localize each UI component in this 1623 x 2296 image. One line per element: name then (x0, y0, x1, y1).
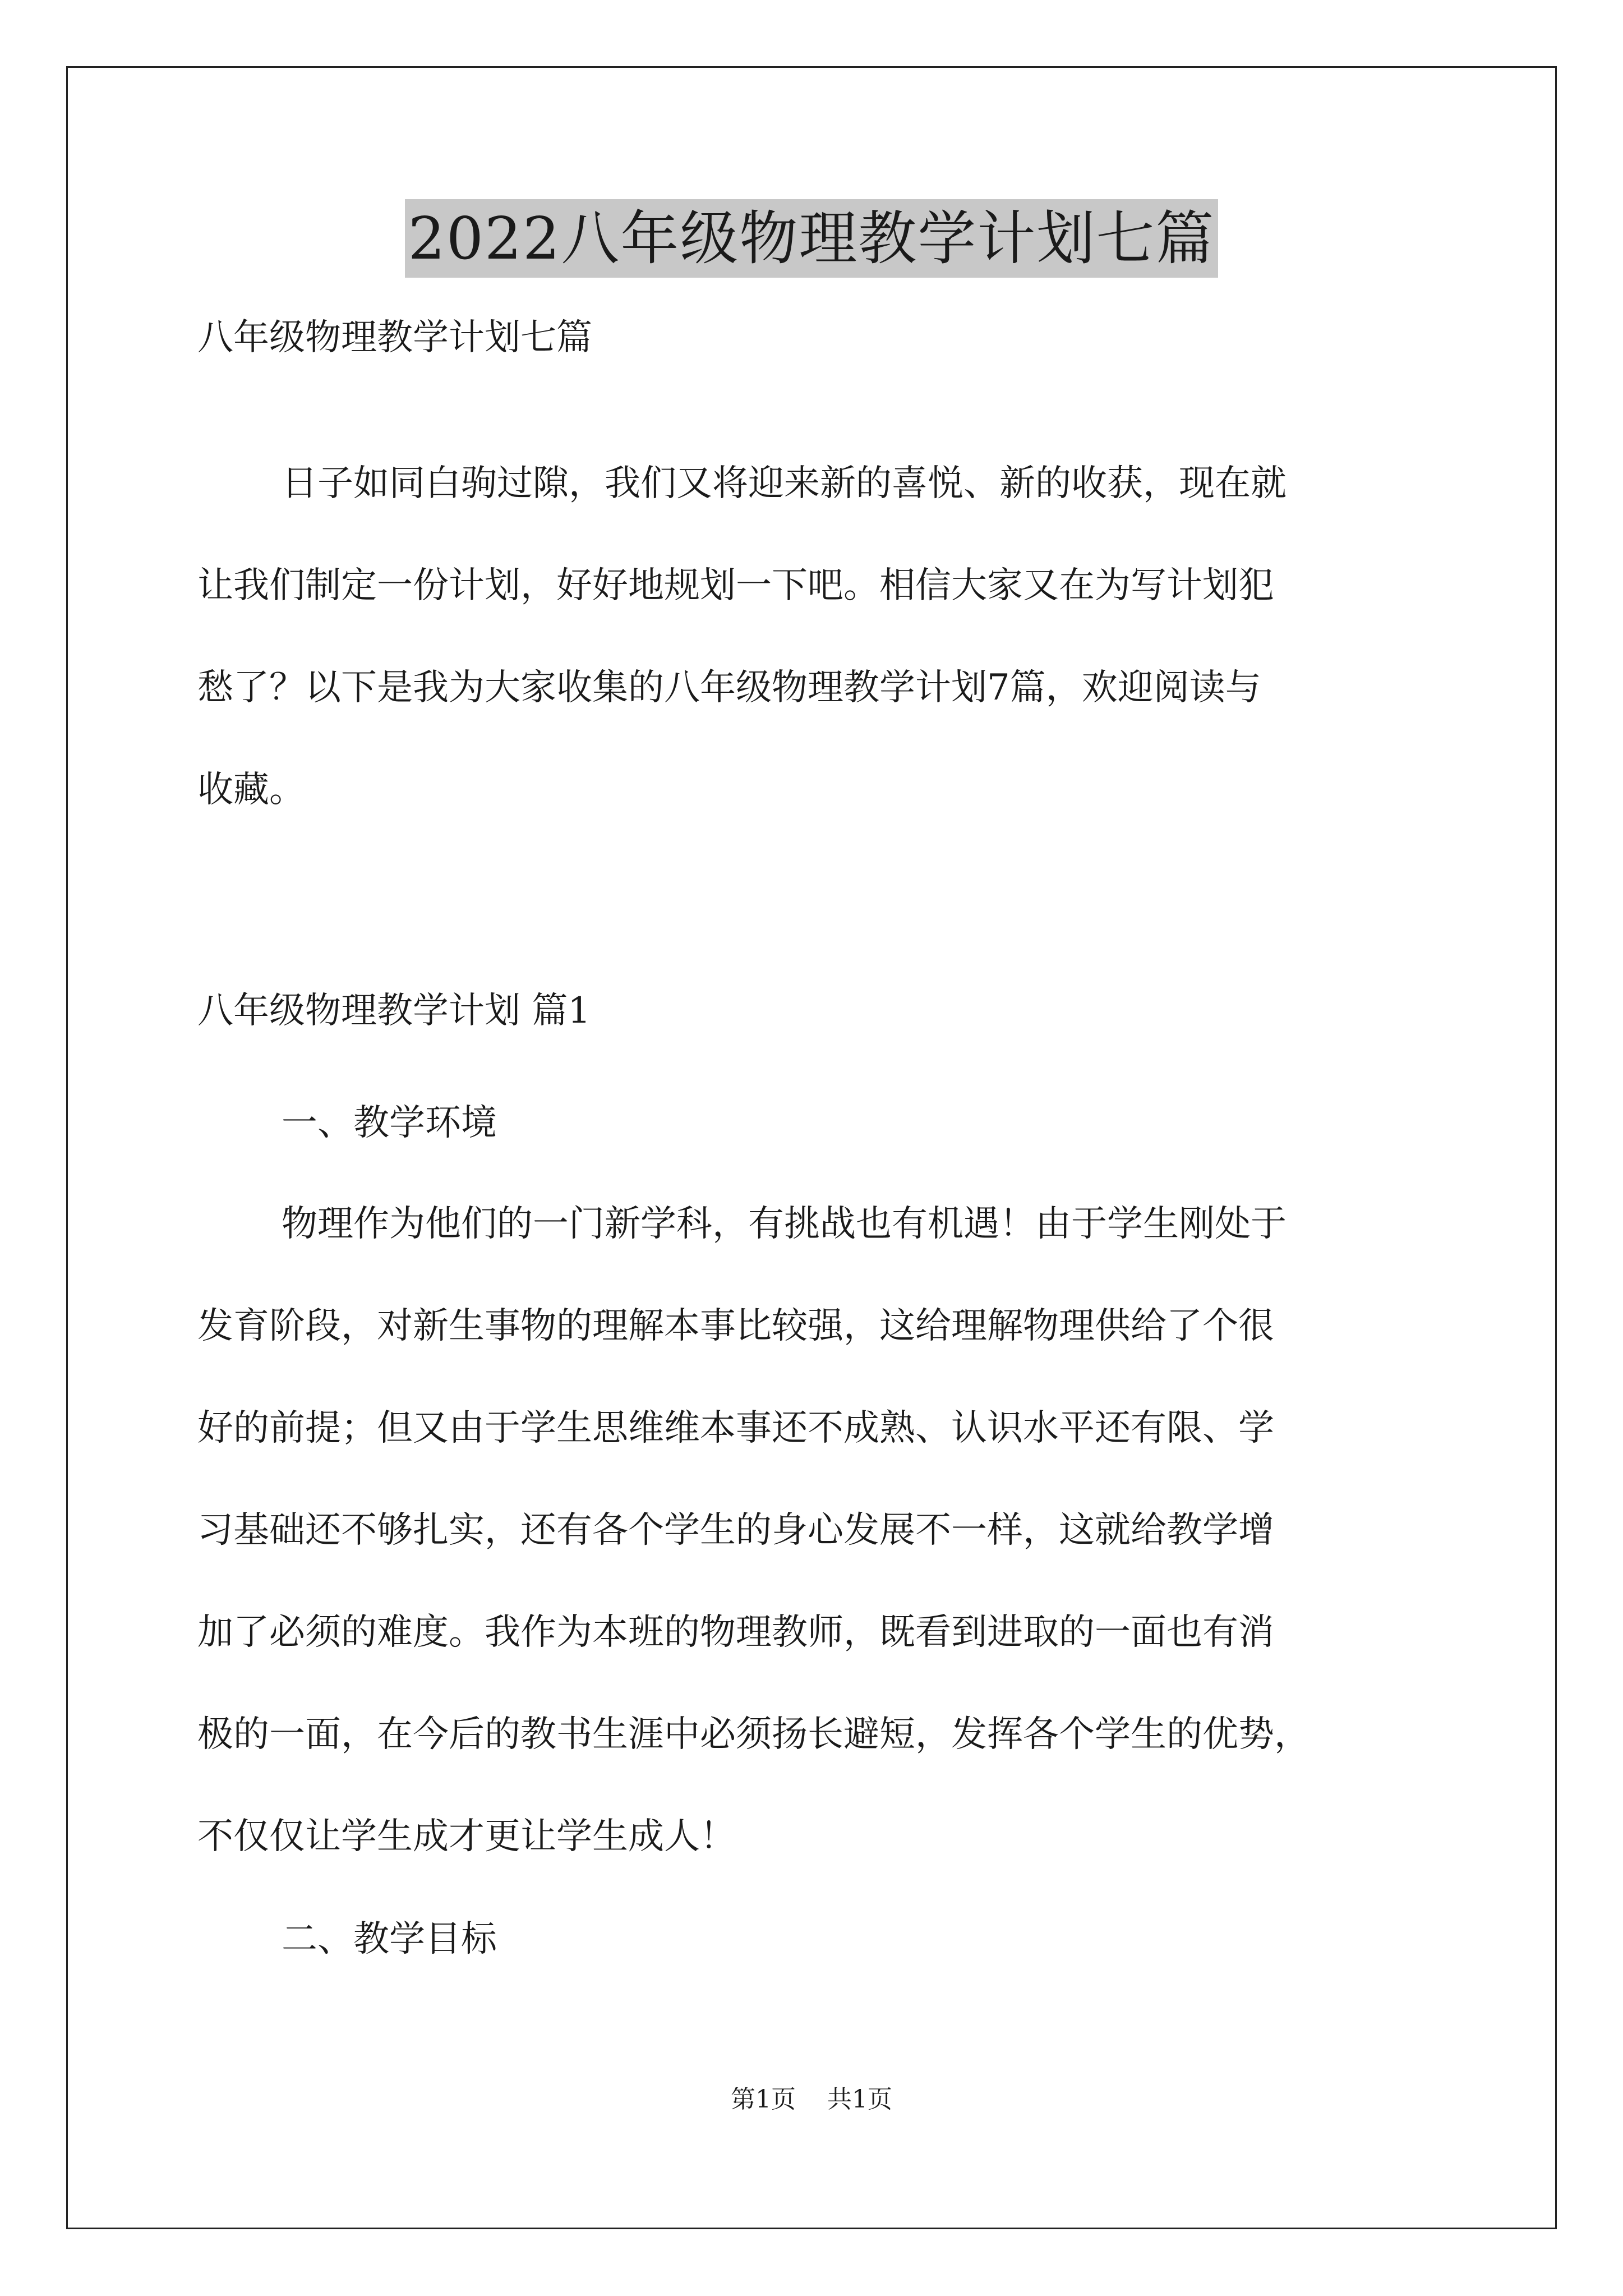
para-line: 好的前提；但又由于学生思维维本事还不成熟、认识水平还有限、学 (197, 1407, 1274, 1449)
heading-2-block (197, 1918, 1431, 1960)
intro-line: 让我们制定一份计划，好好地规划一下吧。相信大家又在为写计划犯 (197, 565, 1274, 606)
para-line: 加了必须的难度。我作为本班的物理教师，既看到进取的一面也有消 (197, 1612, 1274, 1653)
document-title: 2022八年级物理教学计划七篇 (405, 199, 1219, 278)
section-heading-block (197, 990, 1431, 1032)
page-border (66, 66, 1557, 2229)
heading-1-block (197, 1102, 1431, 1144)
intro-line: 日子如同白驹过隙，我们又将迎来新的喜悦、新的收获，现在就 (282, 463, 1287, 504)
subtitle: 八年级物理教学计划七篇 (197, 317, 592, 358)
para-line: 习基础还不够扎实，还有各个学生的身心发展不一样，这就给教学增 (197, 1510, 1274, 1551)
intro-line: 愁了？以下是我为大家收集的八年级物理教学计划7篇，欢迎阅读与 (197, 667, 1261, 708)
intro-line: 收藏。 (197, 769, 305, 811)
para-line: 发育阶段，对新生事物的理解本事比较强，这给理解物理供给了个很 (197, 1305, 1274, 1347)
para-line: 不仅仅让学生成才更让学生成人！ (197, 1816, 736, 1857)
para-line: 极的一面，在今后的教书生涯中必须扬长避短，发挥各个学生的优势， (197, 1714, 1310, 1755)
section-heading: 八年级物理教学计划 篇1 (197, 990, 591, 1032)
subtitle-block (197, 317, 1431, 358)
heading-teaching-goals: 二、教学目标 (282, 1918, 497, 1960)
page-footer (0, 2086, 1623, 2114)
title-container (0, 199, 1623, 278)
para-line: 物理作为他们的一门新学科，有挑战也有机遇！由于学生刚处于 (282, 1203, 1287, 1245)
page-number: 第1页 共1页 (731, 2085, 892, 2114)
heading-teaching-environment: 一、教学环境 (282, 1102, 497, 1144)
